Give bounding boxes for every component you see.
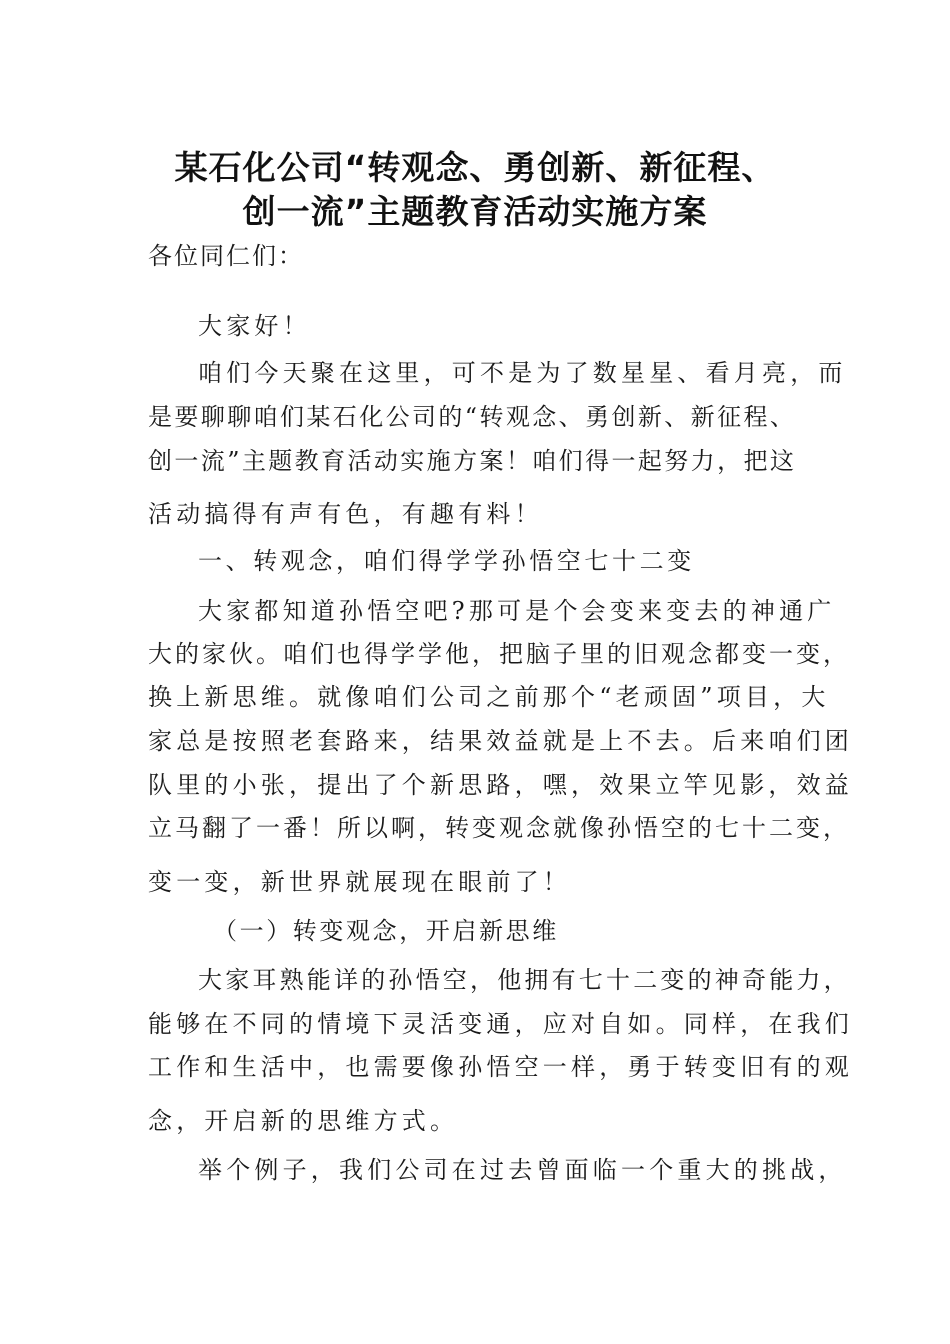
intro-line-2: 是要聊聊咱们某石化公司的“转观念、勇创新、新征程、 (148, 403, 797, 431)
section-1-line-5: 队里的小张，提出了个新思路，嘿，效果立竿见影，效益 (148, 771, 853, 799)
section-1-line-7: 变一变，新世界就展现在眼前了！ (148, 868, 571, 896)
section-1-line-6: 立马翻了一番！所以啊，转变观念就像孙悟空的七十二变， (148, 814, 850, 842)
section-1-line-2: 大的家伙。咱们也得学学他，把脑子里的旧观念都变一变， (148, 640, 850, 668)
intro-line-1: 咱们今天聚在这里，可不是为了数星星、看月亮，而 (198, 359, 847, 387)
subsection-1-heading: （一）转变观念，开启新思维 (213, 917, 559, 945)
document-title-line-1: 某石化公司“转观念、勇创新、新征程、 (174, 148, 776, 187)
example-line: 举个例子，我们公司在过去曾面临一个重大的挑战， (198, 1156, 847, 1184)
section-1-line-1: 大家都知道孙悟空吧?那可是个会变来变去的神通广 (198, 597, 836, 625)
subsection-1-line-4: 念，开启新的思维方式。 (148, 1107, 459, 1135)
subsection-1-line-2: 能够在不同的情境下灵活变通，应对自如。同样，在我们 (148, 1010, 853, 1038)
salutation: 各位同仁们： (148, 242, 304, 270)
section-1-line-4: 家总是按照老套路来，结果效益就是上不去。后来咱们团 (148, 727, 853, 755)
greeting: 大家好！ (198, 312, 311, 340)
intro-line-4: 活动搞得有声有色，有趣有料！ (148, 500, 543, 528)
document-title-line-2: 创一流”主题教育活动实施方案 (242, 192, 708, 231)
subsection-1-line-3: 工作和生活中，也需要像孙悟空一样，勇于转变旧有的观 (148, 1053, 853, 1081)
subsection-1-line-1: 大家耳熟能详的孙悟空，他拥有七十二变的神奇能力， (198, 966, 851, 994)
section-1-heading: 一、转观念，咱们得学学孙悟空七十二变 (198, 547, 695, 575)
intro-line-3: 创一流”主题教育活动实施方案！咱们得一起努力，把这 (148, 447, 797, 475)
section-1-line-3: 换上新思维。就像咱们公司之前那个“老顽固”项目，大 (148, 683, 830, 711)
